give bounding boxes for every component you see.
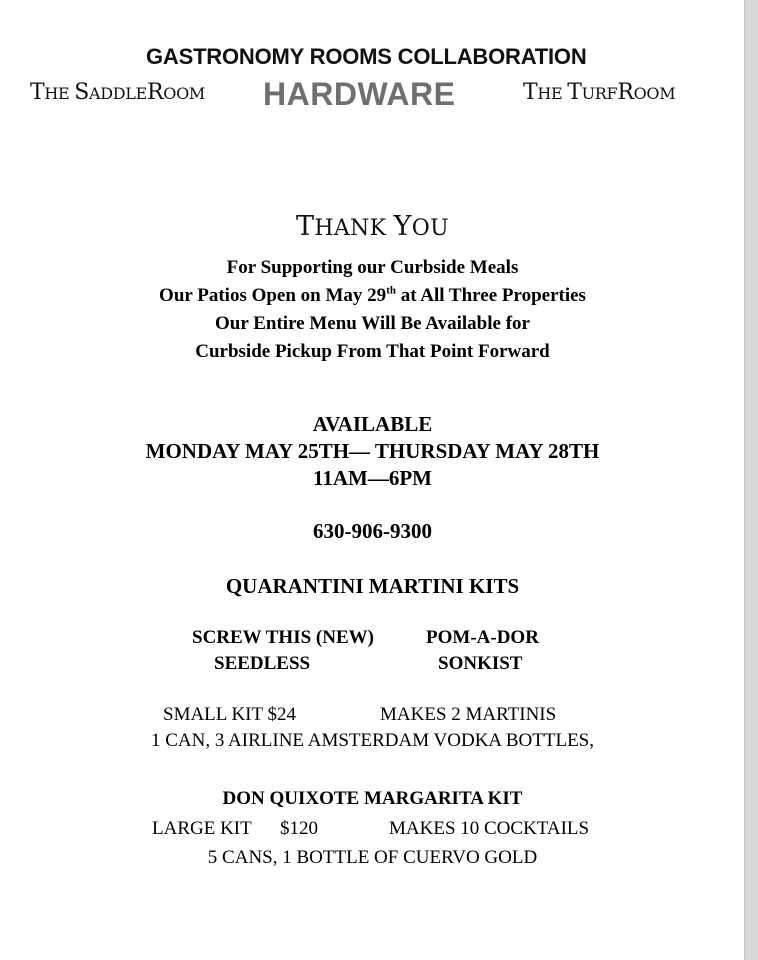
page-edge-scrollbar[interactable] [744, 0, 758, 960]
thank-you-line-1: For Supporting our Curbside Meals [226, 257, 519, 278]
date-suffix: th [386, 284, 396, 297]
flavor-sonkist: SONKIST [438, 653, 523, 674]
hardware-logo: HARDWARE [263, 76, 456, 112]
large-kit-label: LARGE KIT [152, 818, 252, 839]
large-kit-yield: MAKES 10 COCKTAILS [389, 818, 590, 839]
thank-you-line-4: Curbside Pickup From That Point Forward [195, 341, 550, 362]
collaboration-title: GASTRONOMY ROOMS COLLABORATION [146, 44, 587, 69]
thank-you-line-2 [0, 286, 745, 305]
flavor-screw-this: SCREW THIS (NEW) [192, 627, 374, 648]
thank-you-heading: THANK YOU [296, 211, 449, 242]
thank-you-line-3: Our Entire Menu Will Be Available for [215, 313, 530, 334]
saddle-room-logo: THE SADDLEROOM [30, 80, 205, 105]
turf-room-logo: THE TURFROOM [523, 80, 676, 105]
small-kit-price: SMALL KIT $24 [163, 704, 296, 725]
margarita-kit-heading: DON QUIXOTE MARGARITA KIT [222, 788, 523, 809]
small-kit-contents: 1 CAN, 3 AIRLINE AMSTERDAM VODKA BOTTLES, [150, 730, 594, 751]
available-label: AVAILABLE [312, 412, 433, 436]
flavor-pom-a-dor: POM-A-DOR [426, 627, 539, 648]
martini-kits-heading: QUARANTINI MARTINI KITS [225, 574, 520, 598]
available-dates: MONDAY MAY 25TH— THURSDAY MAY 28TH [145, 439, 600, 463]
properties-text: at All Three Properties [395, 285, 586, 306]
patios-open-text: Our Patios Open on May 29 [159, 285, 387, 306]
flavor-seedless: SEEDLESS [214, 653, 311, 674]
phone-number: 630-906-9300 [313, 519, 432, 543]
small-kit-yield: MAKES 2 MARTINIS [380, 704, 557, 725]
large-kit-contents: 5 CANS, 1 BOTTLE OF CUERVO GOLD [207, 847, 538, 868]
large-kit-price: $120 [280, 818, 318, 839]
available-hours: 11AM—6PM [313, 466, 432, 490]
